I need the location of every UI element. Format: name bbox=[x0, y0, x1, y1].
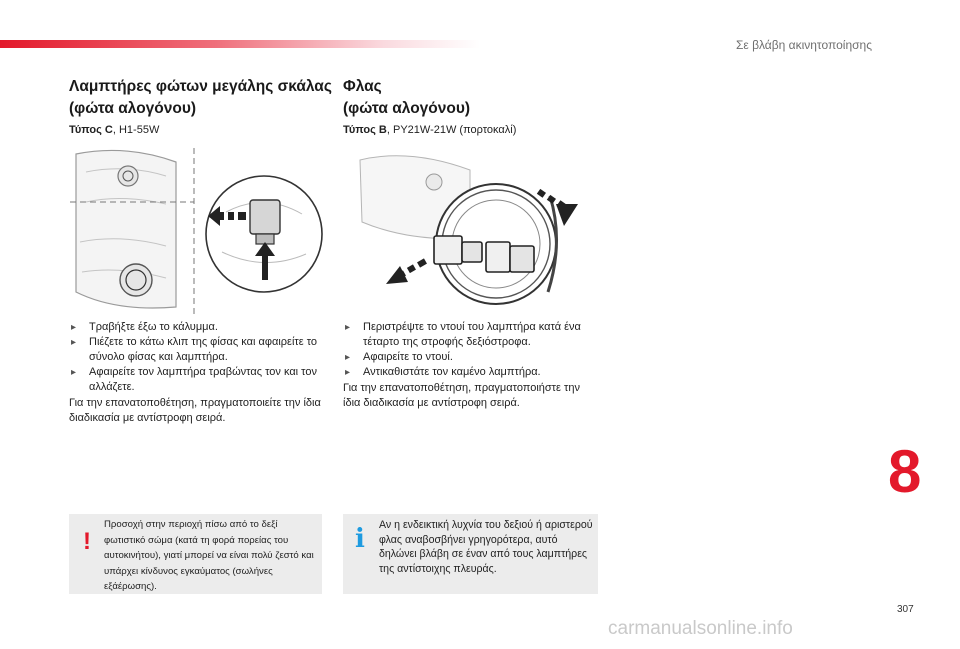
right-step-3: ▸ Αντικαθιστάτε τον καμένο λαμπτήρα. bbox=[343, 365, 598, 380]
page-number: 307 bbox=[897, 604, 914, 615]
headlamp-illustration bbox=[66, 142, 326, 317]
left-heading-line2: (φώτα αλογόνου) bbox=[69, 100, 197, 117]
left-step-2: ▸ Πιέζετε το κάτω κλιπ της φίσας και αφαιρείτε το σύνολο φίσας και λαμπτήρα. bbox=[69, 335, 325, 365]
watermark: carmanualsonline.info bbox=[608, 618, 793, 639]
info-note bbox=[343, 514, 598, 594]
left-type-label: Τύπος C bbox=[69, 124, 113, 136]
left-type-line bbox=[69, 124, 159, 136]
right-step-1: ▸ Περιστρέψτε το ντουί του λαμπτήρα κατά ένα τέταρτο της στροφής δεξιόστροφα. bbox=[343, 320, 598, 350]
left-steps-list bbox=[69, 320, 325, 395]
right-steps-list bbox=[343, 320, 598, 380]
left-step-1: ▸ Τραβήξτε έξω το κάλυμμα. bbox=[69, 320, 325, 335]
left-step-3: ▸ Αφαιρείτε τον λαμπτήρα τραβώντας τον και τον αλλάζετε. bbox=[69, 365, 325, 395]
header-accent-bar bbox=[0, 40, 480, 48]
left-heading bbox=[69, 76, 332, 120]
section-title: Σε βλάβη ακινητοποίησης bbox=[735, 38, 872, 52]
left-heading-line1: Λαμπτήρες φώτων μεγάλης σκάλας bbox=[69, 78, 332, 95]
right-type-value: , PY21W-21W (πορτοκαλί) bbox=[386, 124, 517, 136]
warning-note bbox=[69, 514, 322, 594]
right-heading-line2: (φώτα αλογόνου) bbox=[343, 100, 471, 117]
left-paragraph: Για την επανατοποθέτηση, πραγματοποιείτε την ίδια διαδικασία με αντίστροφη σειρά. bbox=[69, 397, 321, 424]
info-icon-glyph: i bbox=[355, 524, 365, 554]
left-type-value: , H1-55W bbox=[112, 124, 160, 136]
warning-note-text: Προσοχή στην περιοχή πίσω από το δεξί φωτιστικό σώμα (κατά τη φορά πορείας του αυτοκινήτου), γιατί μπορεί να είναι πολύ ζεστό και υπάρχει κίνδυνος εγκαύματος (σωλήνες εξάέρωσης). bbox=[104, 519, 314, 592]
chapter-number: 8 bbox=[888, 438, 922, 505]
info-note-text: Αν η ενδεικτική λυχνία του δεξιού ή αριστερού φλας αναβοσβήνει γρηγορότερα, αυτό δηλώνει βλάβη σε έναν από τους λαμπτήρες της αντίστοιχης πλευράς. bbox=[379, 519, 593, 575]
right-heading bbox=[343, 76, 470, 120]
right-type-label: Τύπος B bbox=[343, 124, 387, 136]
warning-icon bbox=[83, 528, 91, 556]
right-paragraph: Για την επανατοποθέτηση, πραγματοποιήστε την ίδια διαδικασία με αντίστροφη σειρά. bbox=[343, 382, 580, 409]
info-icon bbox=[355, 524, 365, 554]
right-type-line bbox=[343, 124, 516, 136]
right-heading-line1: Φλας bbox=[343, 78, 382, 95]
indicator-lamp-illustration bbox=[350, 142, 590, 312]
warning-icon-glyph: ! bbox=[83, 528, 91, 555]
right-step-2: ▸ Αφαιρείτε το ντουί. bbox=[343, 350, 598, 365]
